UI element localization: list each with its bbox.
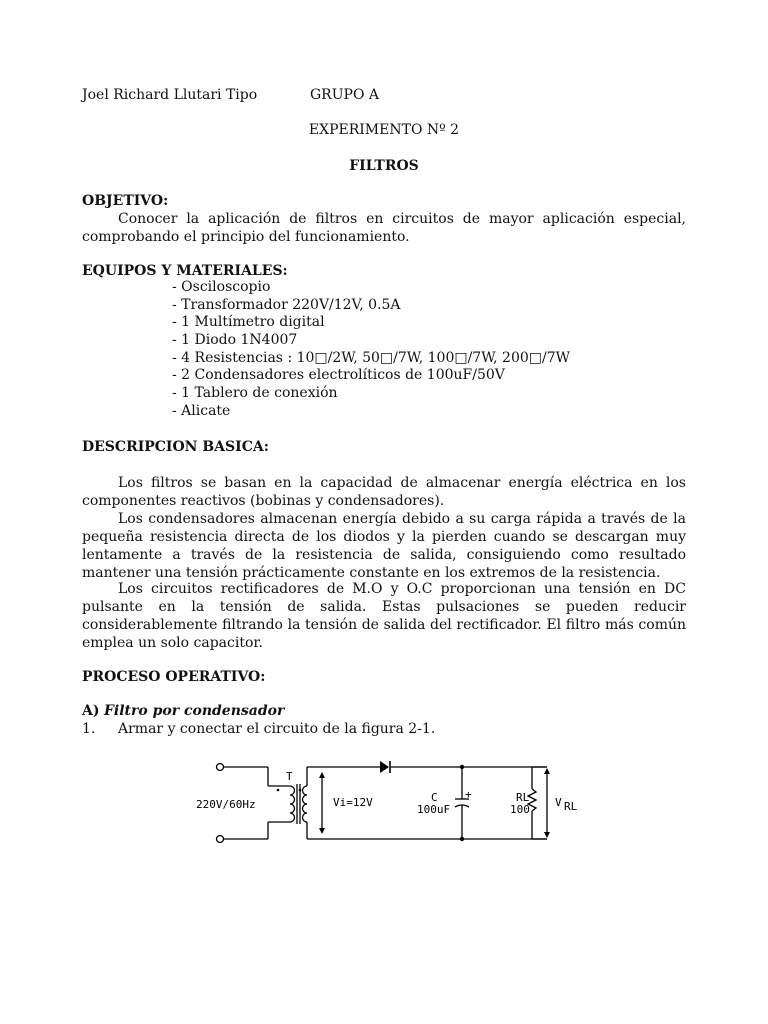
equipos-heading: EQUIPOS Y MATERIALES: xyxy=(82,263,288,279)
list-item: - 1 Tablero de conexión xyxy=(172,385,338,402)
subsection-name: Filtro por condensador xyxy=(103,703,285,719)
subsection-prefix: A) xyxy=(82,703,100,719)
diode-icon xyxy=(380,761,389,773)
objetivo-heading: OBJETIVO: xyxy=(82,193,169,209)
list-item: - Transformador 220V/12V, 0.5A xyxy=(172,296,401,313)
transformer-label: T xyxy=(286,770,293,783)
step-number: 1. xyxy=(82,721,96,737)
author-name: Joel Richard Llutari Tipo xyxy=(82,87,258,103)
page-title: FILTROS xyxy=(349,158,419,174)
primary-coil xyxy=(290,786,295,822)
experiment-label: EXPERIMENTO Nº 2 xyxy=(308,122,460,138)
svg-text:+: + xyxy=(465,788,472,801)
descripcion-paragraph-2: Los condensadores almacenan energía debido a su carga rápida a través de la pequeña resistencia directa de los diodos y la pierden cuando se descargan muy lentamente a través de la resistencia de salida, consiguiendo como resultado mantener una tensión prácticamente constante en los extremos de la resistencia. xyxy=(82,511,686,581)
resistor-value: 100 xyxy=(510,803,530,816)
list-item: - 2 Condensadores electrolíticos de 100uF/50V xyxy=(172,367,505,384)
proceso-heading: PROCESO OPERATIVO: xyxy=(82,669,266,685)
list-item: - Osciloscopio xyxy=(172,279,271,295)
list-item: - 4 Resistencias : 10□/2W, 50□/7W, 100□/7W, 200□/7W xyxy=(172,349,571,366)
descripcion-paragraph-3: Los circuitos rectificadores de M.O y O.C proporcionan una tensión en DC pulsante en la tensión de salida. Estas pulsaciones se pueden reducir considerablemente filtrando la tensión de salida del rectificador. El filtro más común emplea un solo capacitor. xyxy=(82,581,686,651)
descripcion-paragraph-1: Los filtros se basan en la capacidad de almacenar energía eléctrica en los componentes reactivos (bobinas y condensadores). xyxy=(82,475,686,509)
vout-subscript: RL xyxy=(564,800,578,813)
resistor-name: RL xyxy=(516,791,530,804)
input-terminal-top xyxy=(217,764,224,771)
step-text: Armar y conectar el circuito de la figura 2-1. xyxy=(118,721,436,737)
input-terminal-bottom xyxy=(217,836,224,843)
secondary-coil xyxy=(303,786,308,822)
vi-label: Vi=12V xyxy=(333,796,373,809)
list-item: - 1 Multímetro digital xyxy=(172,314,325,331)
source-label: 220V/60Hz xyxy=(196,798,256,811)
group-label: GRUPO A xyxy=(310,87,379,103)
list-item: - Alicate xyxy=(172,402,231,419)
descripcion-heading: DESCRIPCION BASICA: xyxy=(82,439,269,455)
objetivo-text: Conocer la aplicación de filtros en circuitos de mayor aplicación especial, comprobando el principio del funcionamiento. xyxy=(82,211,686,245)
vout-label: V xyxy=(555,796,562,809)
capacitor-name: C xyxy=(431,791,438,804)
list-item: - 1 Diodo 1N4007 xyxy=(172,332,298,349)
capacitor-value: 100uF xyxy=(417,803,451,816)
